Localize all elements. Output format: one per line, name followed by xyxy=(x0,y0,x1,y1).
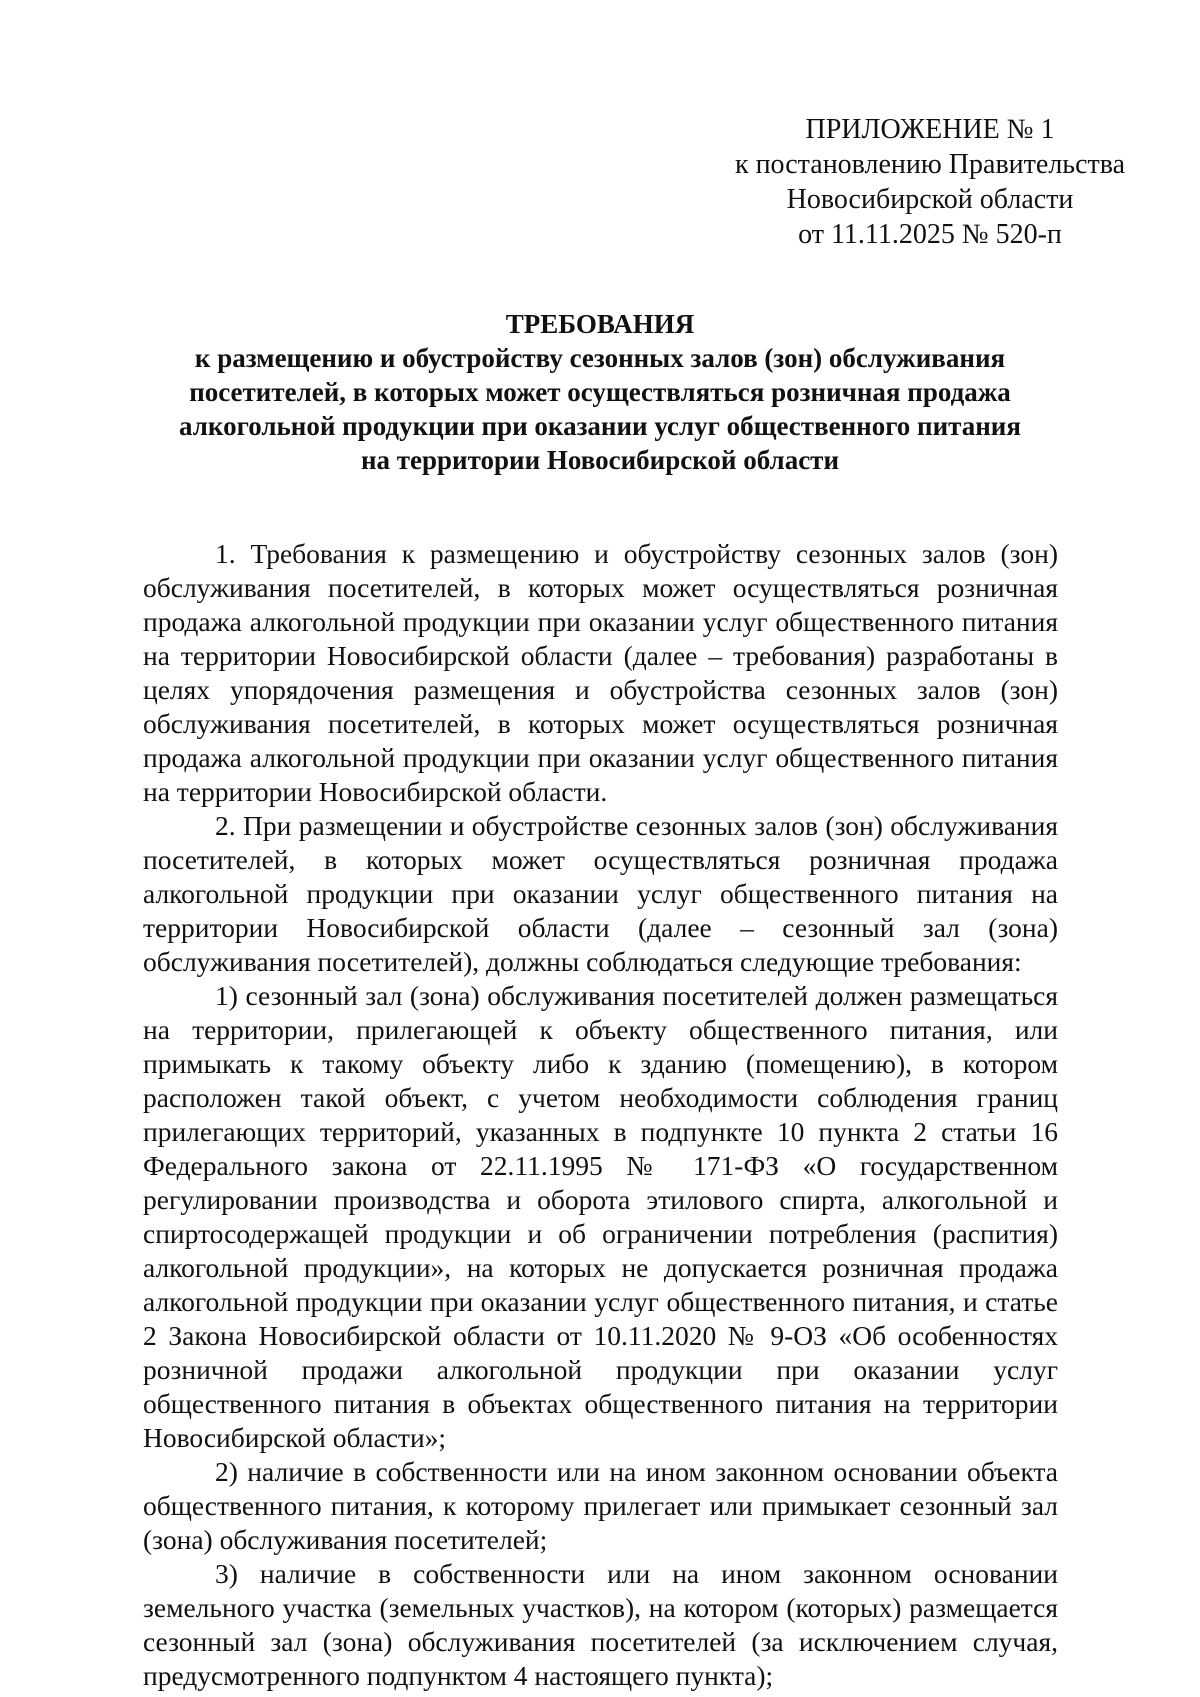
paragraph-1: 1. Требования к размещению и обустройству сезонных залов (зон) обслуживания посетителей, в которых может осуществляться розничная продажа алкогольной продукции при оказании услуг общественного питания на территории Новосибирской области (далее – требования) разработаны в целях упорядочения размещения и обустройства сезонных залов (зон) обслуживания посетителей, в которых может осуществляться розничная продажа алкогольной продукции при оказании услуг общественного питания на территории Новосибирской области. xyxy=(143,538,1058,807)
appendix-date-number: от 11.11.2025 № 520-п xyxy=(798,219,1062,250)
paragraph-2: 2. При размещении и обустройстве сезонных залов (зон) обслуживания посетителей, в которых может осуществляться розничная продажа алкогольной продукции при оказании услуг общественного питания на территории Новосибирской области (далее – сезонный зал (зона) обслуживания посетителей), должны соблюдаться следующие требования: xyxy=(143,810,1058,977)
subparagraph-1: 1) сезонный зал (зона) обслуживания посетителей должен размещаться на территории, прилегающей к объекту общественного питания, или примыкать к такому объекту либо к зданию (помещению), в котором расположен такой объект, с учетом необходимости соблюдения границ прилегающих территорий, указанных в подпункте 10 пункта 2 статьи 16 Федерального закона от 22.11.1995 № 171-ФЗ «О государственном регулировании производства и оборота этилового спирта, алкогольной и спиртосодержащей продукции и об ограничении потребления (распития) алкогольной продукции», на которых не допускается розничная продажа алкогольной продукции при оказании услуг общественного питания, и статье 2 Закона Новосибирской области от 10.11.2020 № 9-ОЗ «Об особенностях розничной продажи алкогольной продукции при оказании услуг общественного питания в объектах общественного питания на территории Новосибирской области»; xyxy=(143,980,1058,1453)
title-line: посетителей, в которых может осуществляться розничная продажа xyxy=(189,377,1011,407)
title-heading: ТРЕБОВАНИЯ xyxy=(505,309,695,339)
appendix-number: ПРИЛОЖЕНИЕ № 1 xyxy=(805,114,1055,145)
appendix-header xyxy=(720,112,1140,252)
document-title xyxy=(140,307,1060,477)
subparagraph-3: 3) наличие в собственности или на ином законном основании земельного участка (земельных участков), на котором (которых) размещается сезонный зал (зона) обслуживания посетителей (за исключением случая, предусмотренного подпунктом 4 настоящего пункта); xyxy=(143,1558,1058,1691)
appendix-region: Новосибирской области xyxy=(786,184,1074,215)
appendix-reference: к постановлению Правительства xyxy=(734,149,1126,180)
title-line: алкогольной продукции при оказании услуг общественного питания xyxy=(179,411,1021,441)
document-body xyxy=(143,537,1058,1693)
subparagraph-2: 2) наличие в собственности или на ином законном основании объекта общественного питания, к которому прилегает или примыкает сезонный зал (зона) обслуживания посетителей; xyxy=(143,1456,1058,1555)
title-line: к размещению и обустройству сезонных залов (зон) обслуживания xyxy=(194,343,1006,373)
title-line: на территории Новосибирской области xyxy=(360,445,840,475)
